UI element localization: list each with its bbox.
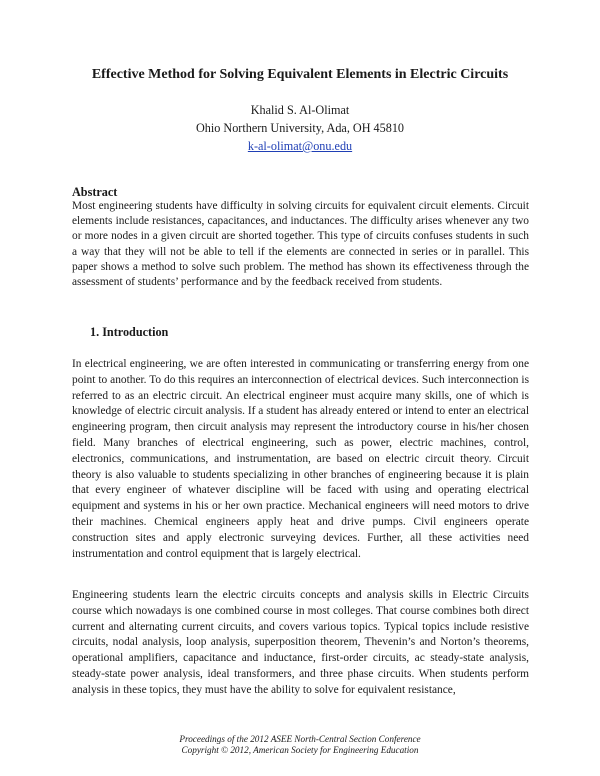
paper-title: Effective Method for Solving Equivalent Elements in Electric Circuits: [91, 67, 509, 82]
abstract-text: Most engineering students have difficulty in solving circuits for equivalent circuit elements. Circuit elements include resistances, capacitances, and inductances. The difficulty arises whenever any two or more nodes in a given circuit are shorted together. This type of circuits confuses students in such a way that they will not be able to tell if the elements are connected in series or in parallel. This paper shows a method to solve such problem. The method has shown its effectiveness through the assessment of students’ performance and by the feedback received from students.: [72, 200, 529, 289]
footer-copyright: Copyright © 2012, American Society for Engineering Education: [181, 745, 419, 755]
introduction-heading: 1. Introduction: [90, 325, 169, 339]
author-affiliation: Ohio Northern University, Ada, OH 45810: [195, 121, 405, 135]
author-name: Khalid S. Al-Olimat: [250, 103, 350, 117]
author-email-link[interactable]: k-al-olimat@onu.edu: [247, 139, 353, 153]
introduction-paragraph-2: Engineering students learn the electric circuits concepts and analysis skills in Electric Circuits course which nowadays is one combined course in most colleges. That course combines both direct current and alternating current circuits, and covers various topics. Typical topics include resistive circuits, nodal analysis, loop analysis, superposition theorem, Thevenin’s and Norton’s theorems, operational amplifiers, capacitance and inductance, first-order circuits, ac steady-state analysis, steady-state power analysis, ideal transformers, and three phase circuits. When students perform analysis in these topics, they must have the ability to solve for equivalent resistance,: [72, 589, 529, 696]
footer-proceedings: Proceedings of the 2012 ASEE North-Central Section Conference: [179, 734, 421, 744]
introduction-paragraph-1: In electrical engineering, we are often interested in communicating or transferring energy from one point to another. To do this requires an interconnection of electrical devices. Such interconnection is referred to as an electric circuit. An electrical engineer must acquire many skills, one of which is knowledge of electric circuit analysis. If a student has already entered or intend to enter an electrical engineering program, then circuit analysis may represent the introductory course in his/her chosen field. Many branches of electrical engineering, such as power, electric machines, control, electronics, communications, and instrumentation, are based on electric circuit theory. Circuit theory is also valuable to students specializing in other branches of engineering because it is plain that every engineer of whatever discipline will be faced with using and operating electrical equipment and systems in his or her own practice. Mechanical engineers will need motors to drive their machines. Chemical engineers apply heat and drive pumps. Civil engineers operate construction sites and apply electronic surveying devices. Further, all these activities need instrumentation and control equipment that is largely electrical.: [72, 358, 530, 560]
abstract-heading: Abstract: [72, 185, 118, 199]
